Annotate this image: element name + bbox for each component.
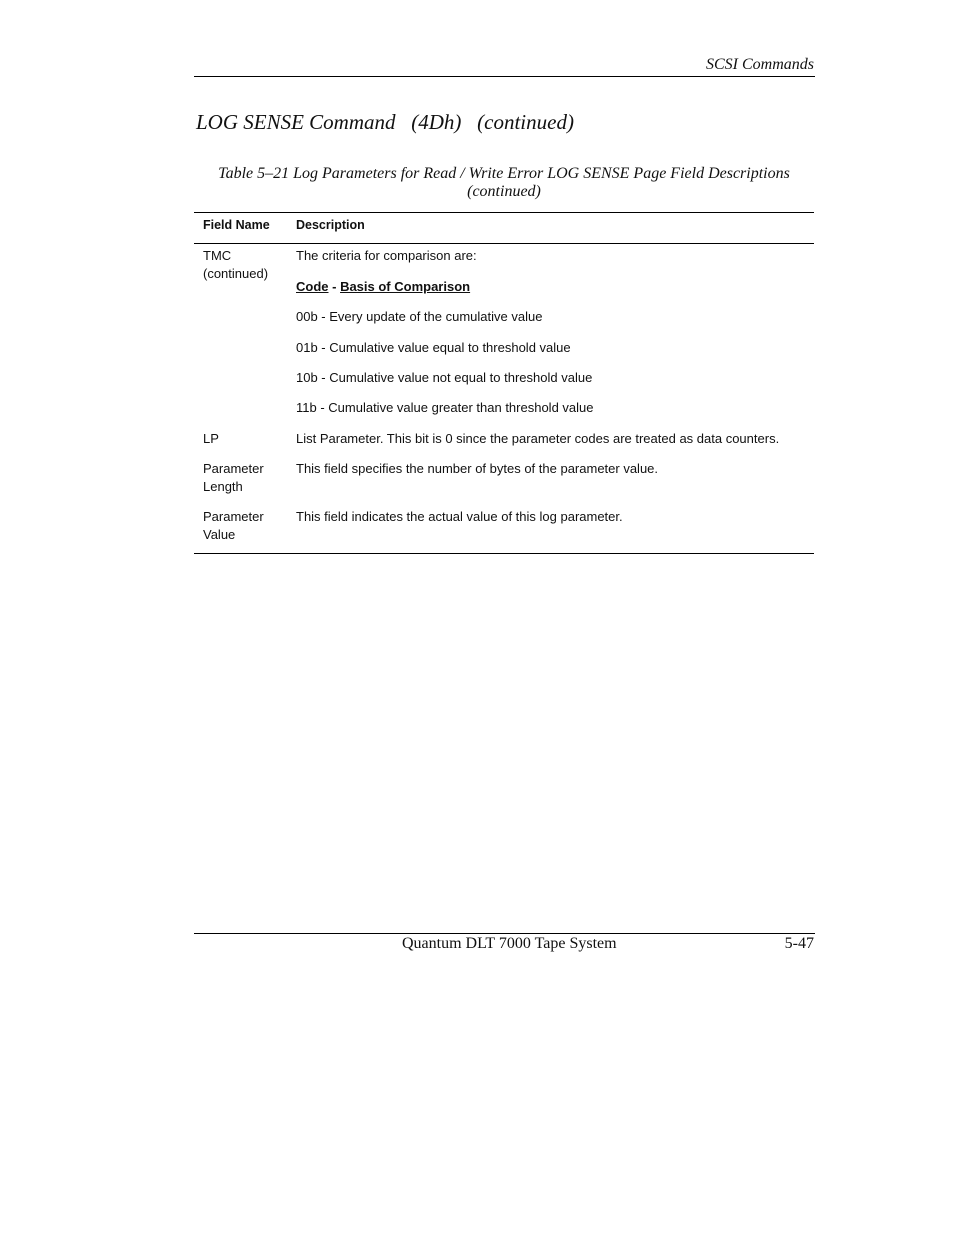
param-value-field-line-1: Parameter	[203, 509, 264, 524]
header-description: Description	[296, 218, 365, 232]
tmc-field-line-2: (continued)	[203, 266, 269, 281]
tmc-item: 11b - Cumulative value greater than threshold value	[296, 400, 594, 415]
footer-rule	[194, 933, 815, 934]
table-top-rule	[194, 212, 814, 213]
param-value-description: This field indicates the actual value of this log parameter.	[296, 509, 623, 524]
lp-description: List Parameter. This bit is 0 since the parameter codes are treated as data counters.	[296, 431, 780, 446]
page-number: 5-47	[784, 935, 814, 952]
param-length-field-line-2: Length	[203, 479, 243, 494]
basis-label: Basis of Comparison	[340, 279, 471, 294]
header-bottom-rule	[194, 243, 814, 244]
header-rule	[194, 76, 815, 77]
param-length-field-line-1: Parameter	[203, 461, 264, 476]
section-title: LOG SENSE Command (4Dh) (continued)	[196, 110, 574, 134]
param-length-description: This field specifies the number of bytes of the parameter value.	[296, 461, 659, 476]
tmc-field-line-1: TMC	[203, 248, 232, 263]
tmc-item: 01b - Cumulative value equal to threshold value	[296, 340, 571, 355]
code-label: Code	[296, 279, 329, 294]
footer-title: Quantum DLT 7000 Tape System	[402, 935, 617, 952]
param-value-field-line-2: Value	[203, 527, 236, 542]
table-caption-line-2: (continued)	[467, 183, 541, 200]
table-caption	[194, 165, 814, 201]
param-length-field-name	[203, 460, 288, 496]
param-value-field-name	[203, 508, 288, 544]
header-field-name: Field Name	[203, 218, 270, 232]
tmc-item: 10b - Cumulative value not equal to threshold value	[296, 370, 593, 385]
table-bottom-rule	[194, 553, 814, 554]
table-caption-line-1: Table 5–21 Log Parameters for Read / Write Error LOG SENSE Page Field Descriptions	[218, 165, 790, 182]
tmc-legend	[296, 278, 816, 296]
lp-field-name: LP	[203, 431, 219, 446]
tmc-intro: The criteria for comparison are:	[296, 248, 477, 263]
tmc-item: 00b - Every update of the cumulative value	[296, 309, 543, 324]
legend-separator: -	[328, 279, 341, 294]
tmc-field-name	[203, 247, 288, 283]
running-header: SCSI Commands	[705, 56, 814, 73]
